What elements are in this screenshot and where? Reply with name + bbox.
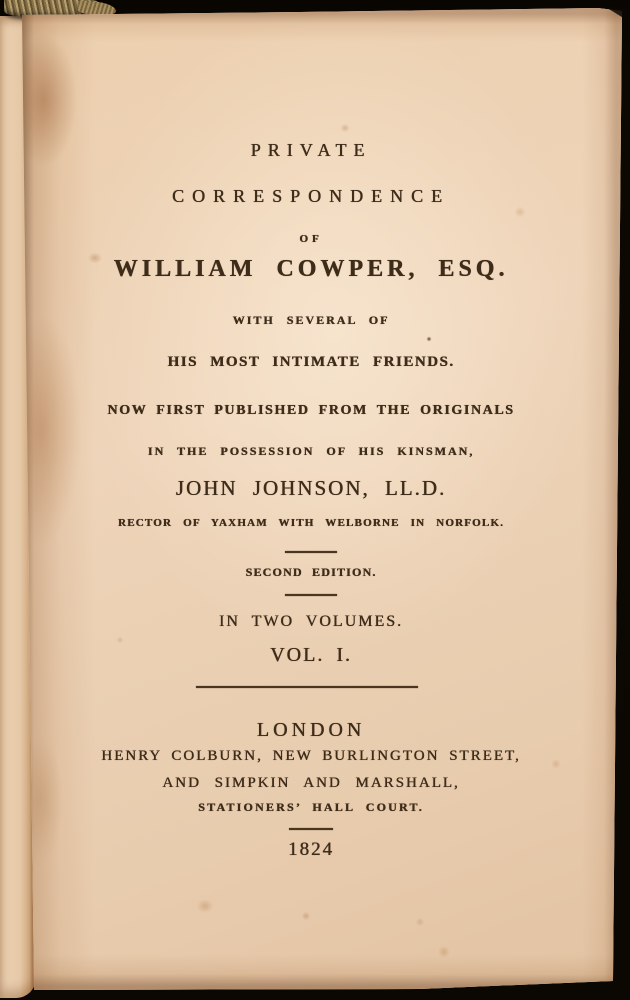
divider-rule-1 (285, 551, 337, 553)
subtitle-line-2: HIS MOST INTIMATE FRIENDS. (167, 354, 455, 370)
volume-number: VOL. I. (270, 644, 352, 666)
publication-note-line-2: IN THE POSSESSION OF HIS KINSMAN, (147, 444, 475, 458)
editor-name: JOHN JOHNSON, LL.D. (175, 476, 447, 500)
of-connector: OF (299, 233, 323, 245)
title-line-2: CORRESPONDENCE (171, 186, 451, 206)
edition-statement: SECOND EDITION. (245, 565, 377, 579)
author-name: WILLIAM COWPER, ESQ. (113, 256, 509, 282)
publisher-line-3: STATIONERS’ HALL COURT. (198, 800, 424, 814)
volumes-statement: IN TWO VOLUMES. (218, 613, 404, 630)
year-divider-rule (289, 828, 333, 830)
subtitle-line-1: WITH SEVERAL OF (232, 313, 390, 327)
imprint-city: LONDON (256, 719, 366, 741)
editor-title: RECTOR OF YAXHAM WITH WELBORNE IN NORFOLK. (117, 517, 505, 529)
title-line-1: PRIVATE (250, 140, 372, 160)
publication-note-line-1: NOW FIRST PUBLISHED FROM THE ORIGINALS (107, 403, 515, 418)
imprint-divider-rule (196, 686, 418, 688)
publisher-line-1: HENRY COLBURN, NEW BURLINGTON STREET, (101, 748, 521, 764)
publisher-line-2: AND SIMPKIN AND MARSHALL, (162, 775, 460, 791)
title-page-text (22, 0, 600, 1000)
divider-rule-2 (285, 594, 337, 596)
publication-year: 1824 (288, 839, 334, 860)
